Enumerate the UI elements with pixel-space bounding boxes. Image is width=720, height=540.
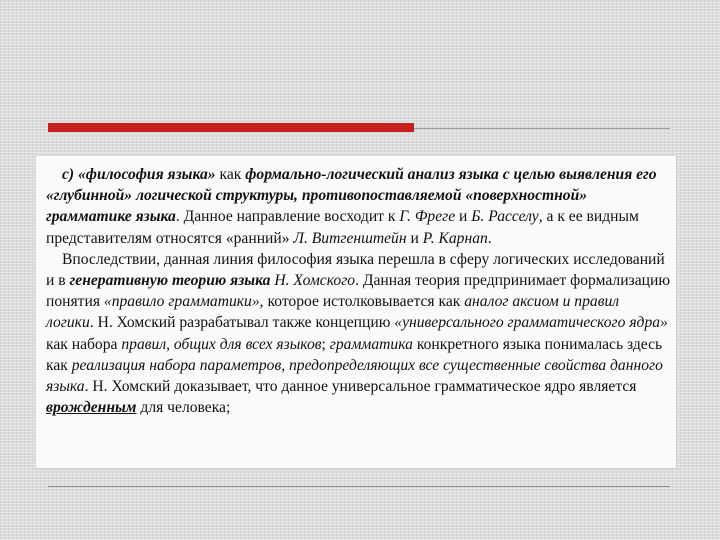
text-run: ;: [321, 335, 330, 353]
text-run: , которое истолковывается как: [259, 293, 465, 311]
accent-bar: [48, 123, 414, 132]
term-grammar-rule: «правило грамматики»: [103, 293, 260, 311]
text-panel: [36, 156, 676, 468]
paragraph-1: [46, 164, 670, 249]
term-grammar: грамматика: [329, 335, 413, 353]
person-russell: Б. Расселу: [471, 208, 539, 226]
person-wittgenstein: Л. Витгенштейн: [293, 229, 407, 247]
definition-emphasis: формально-логический анализ языка с целью выявления его «глубинной» логической структуры, противопоставляемой «поверхностной» грамматике языка: [46, 166, 657, 226]
text-run: и: [455, 208, 472, 226]
text-run: . Н. Хомский разрабатывал также концепцию: [89, 314, 395, 332]
text-run: для человека;: [136, 399, 231, 417]
text-run: как: [215, 166, 246, 183]
term-innate: врожденным: [46, 399, 137, 417]
bottom-divider-line: [48, 486, 670, 487]
text-run: конкретного языка понималась здесь как: [46, 335, 663, 374]
term-philosophy-of-language: с) «философия языка»: [62, 166, 216, 183]
body-text: [46, 164, 670, 418]
text-run: .: [487, 229, 492, 247]
person-chomsky: Н. Хомского: [274, 272, 356, 290]
text-run: . Н. Хомский доказывает, что данное универсальное грамматическое ядро является: [84, 378, 637, 396]
term-universal-core: «универсального грамматического ядра»: [394, 314, 668, 332]
term-axiom-analog: аналог аксиом и правил логики: [46, 293, 620, 332]
term-parameter-set: реализация набора параметров, предопределяющих все существенные свойства данного языка: [46, 356, 663, 396]
text-run: . Данное направление восходит к: [175, 208, 400, 226]
text-run: , а к ее видным представителям относятся «ранний»: [46, 208, 639, 247]
term-common-rules: правил, общих для всех языков: [121, 335, 322, 353]
person-frege: Г. Фреге: [399, 208, 456, 226]
person-carnap: Р. Карнап: [422, 229, 488, 247]
term-generative-theory: генеративную теорию языка: [69, 272, 271, 290]
text-run: как набора: [46, 335, 122, 353]
text-run: и: [406, 229, 423, 247]
text-run: . Данная теория предпринимает формализацию понятия: [46, 272, 670, 311]
paragraph-2: [46, 249, 670, 419]
text-run: Впоследствии, данная линия философия языка перешла в сферу логических исследований и в: [46, 250, 665, 290]
